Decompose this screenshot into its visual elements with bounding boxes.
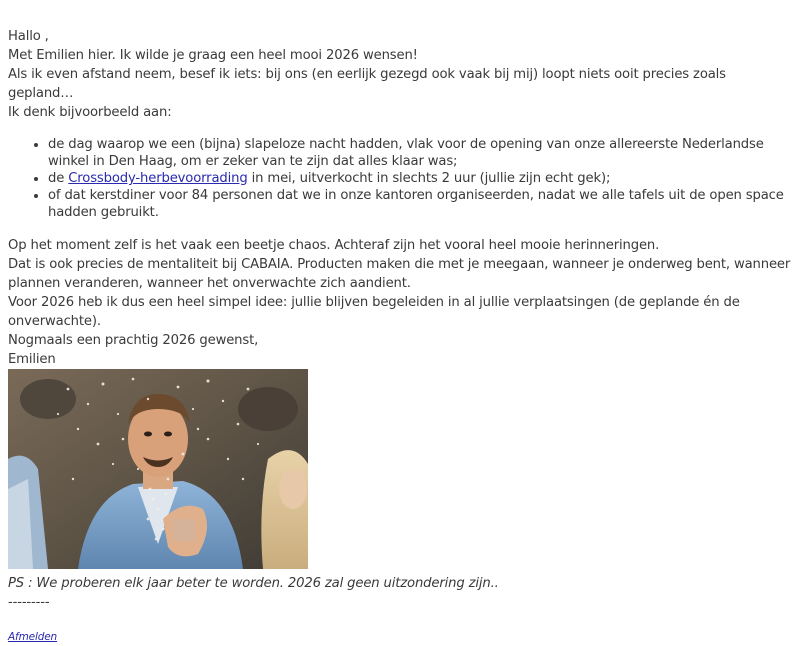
signature: Emilien [8,352,56,367]
unsubscribe-wrapper [8,630,792,644]
crossbody-restock-link[interactable]: Crossbody-herbevoorrading [68,171,248,186]
email-body [8,27,792,644]
paragraph-reflection: Als ik even afstand neem, besef ik iets: bij ons (en eerlijk gezegd ook vaak bij mij) loopt niets ooit precies zoals gepland… [8,67,726,101]
celebration-gif-image [8,369,308,569]
intro-text: Met Emilien hier. Ik wilde je graag een heel mooi 2026 wensen! [8,48,418,63]
paragraph-2026-idea: Voor 2026 heb ik dus een heel simpel idee: jullie blijven begeleiden in al jullie verplaatsingen (de geplande én de onverwachte). [8,295,740,329]
paragraph-examples-intro: Ik denk bijvoorbeeld aan: [8,105,172,120]
examples-list [8,136,792,221]
postscript: PS : We proberen elk jaar beter te worden. 2026 zal geen uitzondering zijn.. [8,576,499,591]
paragraph-mentality: Dat is ook precies de mentaliteit bij CABAIA. Producten maken die met je meegaan, wanneer je onderweg bent, wanneer plannen veranderen, wanneer het onverwachte zich aandient. [8,257,791,291]
closing-line: Nogmaals een prachtig 2026 gewenst, [8,333,259,348]
list-item [48,170,792,187]
greeting: Hallo , [8,29,49,44]
list-item-prefix: de [48,171,69,186]
list-item: • of dat kerstdiner voor 84 personen dat we in onze kantoren organiseerden, nadat we alle tafels uit de open space hadden gebruikt. [48,187,792,221]
paragraph-chaos: Op het moment zelf is het vaak een beetje chaos. Achteraf zijn het vooral heel mooie herinneringen. [8,238,660,253]
list-item: • de dag waarop we een (bijna) slapeloze nacht hadden, vlak voor de opening van onze allereerste Nederlandse winkel in Den Haag, om er zeker van te zijn dat alles klaar was; [48,136,792,170]
list-item-suffix: in mei, uitverkocht in slechts 2 uur (jullie zijn echt gek); [247,171,611,186]
unsubscribe-link[interactable]: Afmelden [8,631,58,643]
separator: --------- [8,595,50,610]
